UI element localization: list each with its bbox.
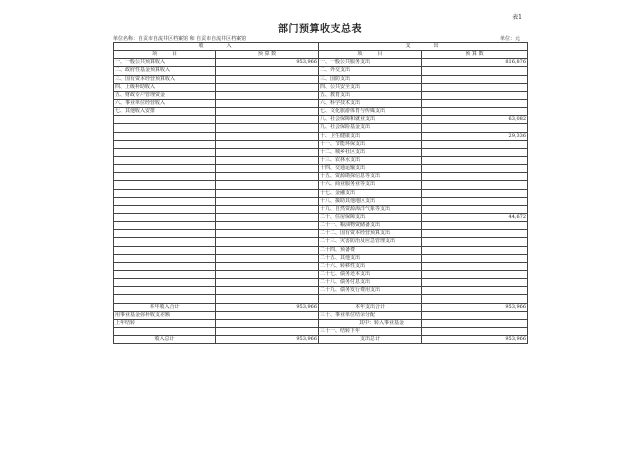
header-row-sections: [114, 43, 528, 51]
table-row: [114, 197, 528, 205]
expense-item-cell: 三、国防支出: [319, 75, 422, 83]
expense-item-cell: 二十九、债务发行费用支出: [319, 287, 422, 295]
income-value-cell: [216, 254, 319, 262]
income-budget-header: 预 算 数: [216, 51, 319, 59]
expense-value-cell: [422, 262, 528, 270]
table-row: [114, 148, 528, 156]
table-row: [114, 99, 528, 107]
income-value-cell: [216, 205, 319, 213]
expense-value-cell: [422, 91, 528, 99]
currency-unit-label: 单位：元: [500, 36, 521, 42]
header-row-columns: [114, 51, 528, 59]
income-value-cell: [216, 67, 319, 75]
expense-item-cell: 二十六、转移性支出: [319, 262, 422, 270]
income-value-cell: [216, 116, 319, 124]
income-value-cell: [216, 246, 319, 254]
expense-item-cell: 十三、农林水支出: [319, 156, 422, 164]
expense-value-cell: [422, 287, 528, 295]
income-item-cell: [114, 287, 216, 295]
income-item-cell: [114, 230, 216, 238]
table-row: [114, 222, 528, 230]
table-row: [114, 230, 528, 238]
income-item-cell: 五、财政专户管理资金: [114, 91, 216, 99]
page-title: 部门预算收支总表: [278, 24, 362, 35]
sheet-number: 表1: [512, 14, 522, 21]
table-row: [114, 295, 528, 303]
income-section-header: 收 入: [114, 43, 319, 51]
income-value-cell: [216, 91, 319, 99]
expense-item-cell: 十九、自然资源海洋气象等支出: [319, 205, 422, 213]
expense-value-cell: [422, 83, 528, 91]
expense-value-cell: 29,336: [422, 132, 528, 140]
table-row: [114, 279, 528, 287]
income-item-cell: [114, 197, 216, 205]
income-value-cell: [216, 189, 319, 197]
income-item-cell: [114, 132, 216, 140]
expense-value-cell: [422, 156, 528, 164]
income-value-cell: [216, 83, 319, 91]
income-item-cell: 三、国有资本经营预算收入: [114, 75, 216, 83]
expense-section-header: 支 出: [319, 43, 528, 51]
income-value-cell: [216, 327, 319, 335]
table-row: [114, 108, 528, 116]
table-row: [114, 254, 528, 262]
income-item-cell: [114, 238, 216, 246]
expense-value-cell: [422, 246, 528, 254]
expense-value-cell: [422, 254, 528, 262]
expense-value-cell: [422, 181, 528, 189]
income-value-cell: [216, 197, 319, 205]
income-value-cell: [216, 222, 319, 230]
income-value-cell: [216, 148, 319, 156]
income-item-cell: [114, 189, 216, 197]
income-value-cell: [216, 132, 319, 140]
table-row: [114, 311, 528, 319]
expense-value-cell: [422, 189, 528, 197]
expense-item-cell: 八、社会保障和就业支出: [319, 116, 422, 124]
table-row: [114, 156, 528, 164]
income-item-cell: [114, 327, 216, 335]
income-value-cell: [216, 213, 319, 221]
income-item-cell: [114, 279, 216, 287]
table-row: [114, 189, 528, 197]
income-item-cell: [114, 295, 216, 303]
table-row: [114, 246, 528, 254]
expense-value-cell: 816,876: [422, 59, 528, 67]
income-item-cell: [114, 222, 216, 230]
expense-value-cell: [422, 75, 528, 83]
expense-item-cell: 二十七、债务还本支出: [319, 270, 422, 278]
expense-value-cell: [422, 238, 528, 246]
income-value-cell: [216, 108, 319, 116]
income-value-cell: [216, 75, 319, 83]
expense-item-cell: [319, 295, 422, 303]
income-item-cell: 收入总计: [114, 336, 216, 344]
expense-item-cell: 二十八、债务付息支出: [319, 279, 422, 287]
expense-value-cell: [422, 270, 528, 278]
expense-item-cell: 二十四、预备费: [319, 246, 422, 254]
expense-item-cell: 支出总计: [319, 336, 422, 344]
income-value-cell: [216, 295, 319, 303]
expense-item-cell: 十八、援助其他地区支出: [319, 197, 422, 205]
table-row: [114, 238, 528, 246]
income-item-header: 项 目: [114, 51, 216, 59]
expense-item-cell: 十、卫生健康支出: [319, 132, 422, 140]
income-value-cell: [216, 181, 319, 189]
table-row: [114, 91, 528, 99]
income-item-cell: 上年结转: [114, 319, 216, 327]
table-row: [114, 124, 528, 132]
income-item-cell: [114, 156, 216, 164]
expense-value-cell: [422, 222, 528, 230]
income-value-cell: [216, 238, 319, 246]
income-value-cell: [216, 140, 319, 148]
income-item-cell: 六、事业单位经营收入: [114, 99, 216, 107]
expense-value-cell: [422, 319, 528, 327]
income-item-cell: 四、上级补助收入: [114, 83, 216, 91]
table-row: [114, 327, 528, 335]
expense-item-cell: 二、外交支出: [319, 67, 422, 75]
income-value-cell: [216, 99, 319, 107]
expense-value-cell: [422, 311, 528, 319]
expense-value-cell: [422, 279, 528, 287]
table-row: [114, 165, 528, 173]
income-value-cell: 953,966: [216, 59, 319, 67]
income-item-cell: [114, 262, 216, 270]
expense-value-cell: [422, 148, 528, 156]
expense-item-cell: 其中：转入事业基金: [319, 319, 422, 327]
table-row: [114, 262, 528, 270]
expense-item-cell: 二十二、国有资本经营预算支出: [319, 230, 422, 238]
expense-item-cell: 十五、资源勘探信息等支出: [319, 173, 422, 181]
expense-value-cell: 63,082: [422, 116, 528, 124]
table-row: [114, 59, 528, 67]
income-item-cell: [114, 124, 216, 132]
expense-item-cell: 十四、交通运输支出: [319, 165, 422, 173]
income-item-cell: [114, 140, 216, 148]
expense-item-cell: 一、一般公共服务支出: [319, 59, 422, 67]
income-value-cell: [216, 165, 319, 173]
expense-value-cell: [422, 124, 528, 132]
table-row: [114, 270, 528, 278]
table-row: [114, 287, 528, 295]
expense-value-cell: [422, 108, 528, 116]
expense-item-cell: 二十五、其他支出: [319, 254, 422, 262]
expense-item-cell: 十七、金融支出: [319, 189, 422, 197]
expense-value-cell: [422, 205, 528, 213]
expense-value-cell: [422, 67, 528, 75]
income-item-cell: 二、政府性基金预算收入: [114, 67, 216, 75]
table-row: [114, 75, 528, 83]
table-row: [114, 132, 528, 140]
income-value-cell: [216, 173, 319, 181]
income-item-cell: [114, 116, 216, 124]
expense-item-cell: 三十一、结转下年: [319, 327, 422, 335]
expense-item-cell: 十二、城乡社区支出: [319, 148, 422, 156]
income-value-cell: [216, 270, 319, 278]
expense-item-header: 项 目: [319, 51, 422, 59]
table-row: [114, 173, 528, 181]
income-item-cell: [114, 165, 216, 173]
table-row: [114, 116, 528, 124]
table-row: [114, 83, 528, 91]
income-item-cell: [114, 205, 216, 213]
expense-value-cell: [422, 230, 528, 238]
table-row: [114, 336, 528, 344]
income-value-cell: 953,966: [216, 336, 319, 344]
income-value-cell: [216, 156, 319, 164]
income-value-cell: [216, 262, 319, 270]
income-item-cell: [114, 246, 216, 254]
income-item-cell: [114, 173, 216, 181]
table-row: [114, 205, 528, 213]
income-item-cell: 七、其他收入安排: [114, 108, 216, 116]
expense-value-cell: 953,966: [422, 303, 528, 311]
expense-item-cell: 七、文化旅游体育与传媒支出: [319, 108, 422, 116]
table-row: [114, 319, 528, 327]
income-item-cell: 一、一般公共预算收入: [114, 59, 216, 67]
expense-value-cell: [422, 165, 528, 173]
unit-name-line: 单位名称：自贡市自流井区档案馆 和 自贡市自流井区档案馆: [113, 36, 247, 42]
expense-item-cell: 十六、商业服务业等支出: [319, 181, 422, 189]
expense-item-cell: 九、社会保险基金支出: [319, 124, 422, 132]
income-item-cell: 用事业基金弥补收支差额: [114, 311, 216, 319]
expense-item-cell: 二十、住房保障支出: [319, 213, 422, 221]
expense-item-cell: 二十一、粮油物资储备支出: [319, 222, 422, 230]
table-row: [114, 67, 528, 75]
income-value-cell: [216, 319, 319, 327]
income-item-cell: [114, 254, 216, 262]
table-row: [114, 303, 528, 311]
expense-item-cell: 六、科学技术支出: [319, 99, 422, 107]
income-item-cell: [114, 213, 216, 221]
expense-item-cell: 本年支出合计: [319, 303, 422, 311]
expense-budget-header: 预 算 数: [422, 51, 528, 59]
expense-value-cell: [422, 173, 528, 181]
expense-item-cell: 二十三、灾害防治及应急管理支出: [319, 238, 422, 246]
expense-value-cell: [422, 140, 528, 148]
expense-value-cell: [422, 327, 528, 335]
table-row: [114, 213, 528, 221]
expense-item-cell: 三十、事业单位结余分配: [319, 311, 422, 319]
budget-summary-table: [113, 42, 528, 344]
table-row: [114, 181, 528, 189]
expense-value-cell: 953,966: [422, 336, 528, 344]
income-item-cell: [114, 270, 216, 278]
income-item-cell: [114, 148, 216, 156]
expense-value-cell: [422, 99, 528, 107]
expense-item-cell: 四、公共安全支出: [319, 83, 422, 91]
expense-item-cell: 五、教育支出: [319, 91, 422, 99]
table-row: [114, 140, 528, 148]
income-value-cell: [216, 287, 319, 295]
income-item-cell: [114, 181, 216, 189]
income-value-cell: [216, 230, 319, 238]
income-value-cell: 953,966: [216, 303, 319, 311]
income-item-cell: 本年收入合计: [114, 303, 216, 311]
income-value-cell: [216, 124, 319, 132]
expense-value-cell: [422, 197, 528, 205]
income-value-cell: [216, 279, 319, 287]
expense-value-cell: [422, 295, 528, 303]
income-value-cell: [216, 311, 319, 319]
expense-item-cell: 十一、节能环保支出: [319, 140, 422, 148]
expense-value-cell: 44,672: [422, 213, 528, 221]
